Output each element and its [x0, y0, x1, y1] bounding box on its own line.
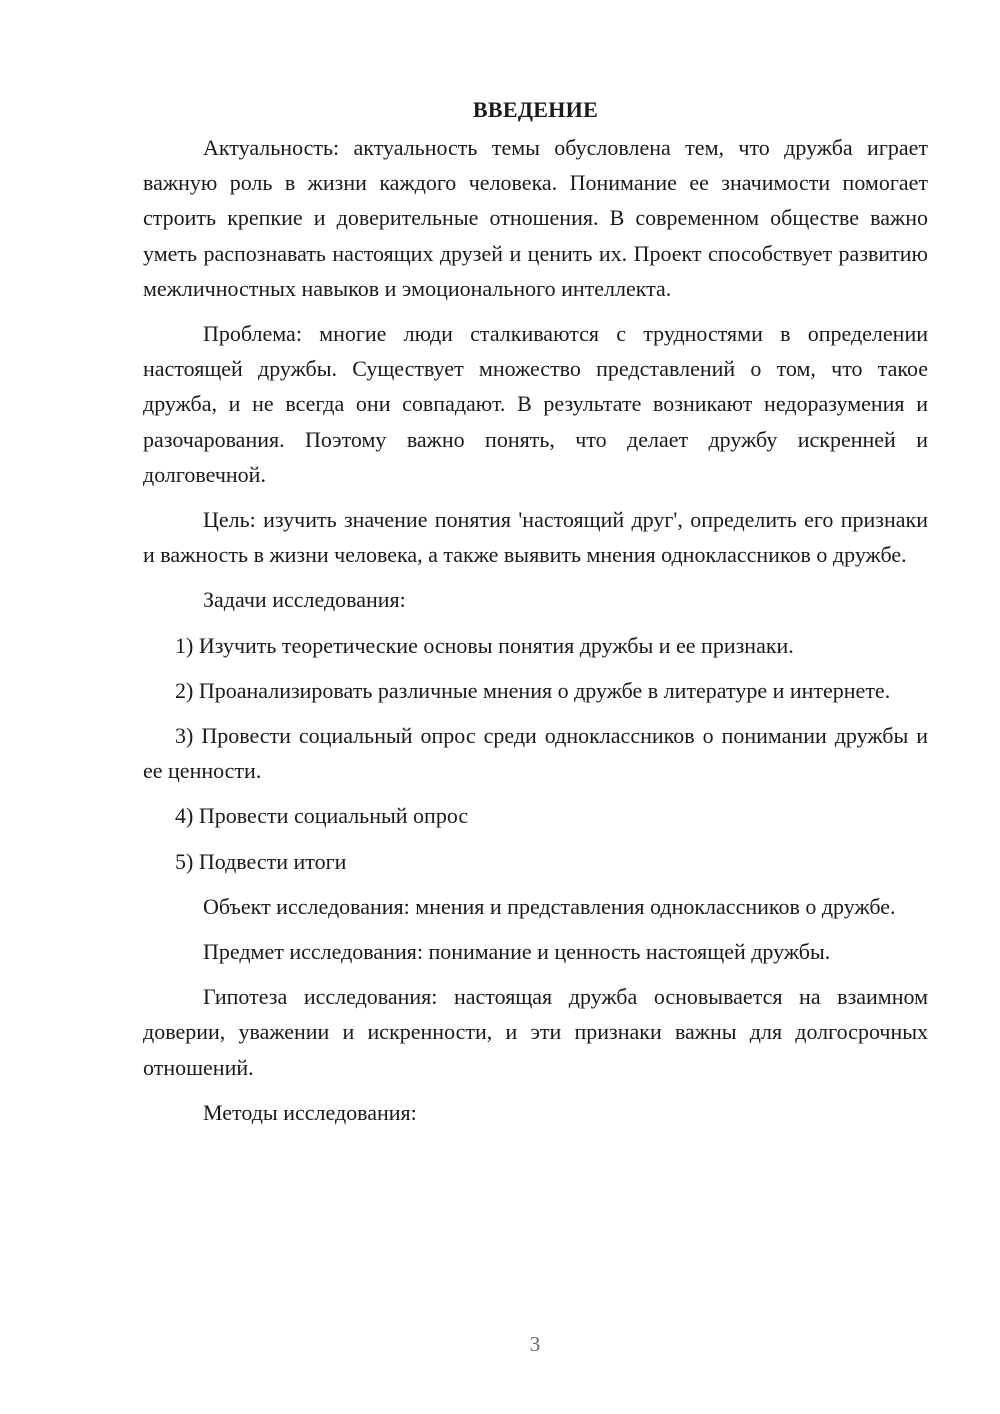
task-item-3: 3) Провести социальный опрос среди одноклассников о понимании дружбы и ее ценности. — [143, 723, 928, 784]
paragraph-relevance: Актуальность: актуальность темы обусловлена тем, что дружба играет важную роль в жизни каждого человека. Понимание ее значимости помогает строить крепкие и доверительные отношения. В современном обществе важно уметь распознавать настоящих друзей и ценить их. Проект способствует развитию межличностных навыков и эмоционального интеллекта. — [143, 135, 928, 301]
paragraph-tasks-heading: Задачи исследования: — [203, 587, 406, 613]
paragraph-subject: Предмет исследования: понимание и ценность настоящей дружбы. — [203, 939, 831, 965]
task-item-1: 1) Изучить теоретические основы понятия дружбы и ее признаки. — [175, 632, 794, 658]
paragraph-object: Объект исследования: мнения и представления одноклассников о дружбе. — [203, 893, 896, 919]
page-title: ВВЕДЕНИЕ — [472, 97, 599, 122]
paragraph-hypothesis: Гипотеза исследования: настоящая дружба основывается на взаимном доверии, уважении и искренности, и эти признаки важны для долгосрочных отношений. — [143, 984, 928, 1080]
paragraph-methods: Методы исследования: — [203, 1099, 417, 1125]
task-item-5: 5) Подвести итоги — [175, 848, 347, 874]
paragraph-goal: Цель: изучить значение понятия 'настоящий друг', определить его признаки и важность в жизни человека, а также выявить мнения одноклассников о дружбе. — [143, 507, 928, 568]
document-page — [143, 92, 928, 1130]
task-item-2: 2) Проанализировать различные мнения о дружбе в литературе и интернете. — [175, 677, 891, 703]
task-item-4: 4) Провести социальный опрос — [175, 803, 469, 829]
page-number: 3 — [529, 1332, 541, 1356]
paragraph-problem: Проблема: многие люди сталкиваются с трудностями в определении настоящей дружбы. Существует множество представлений о том, что такое дружба, и не всегда они совпадают. В результате возникают недоразумения и разочарования. Поэтому важно понять, что делает дружбу искренней и долговечной. — [143, 321, 928, 487]
